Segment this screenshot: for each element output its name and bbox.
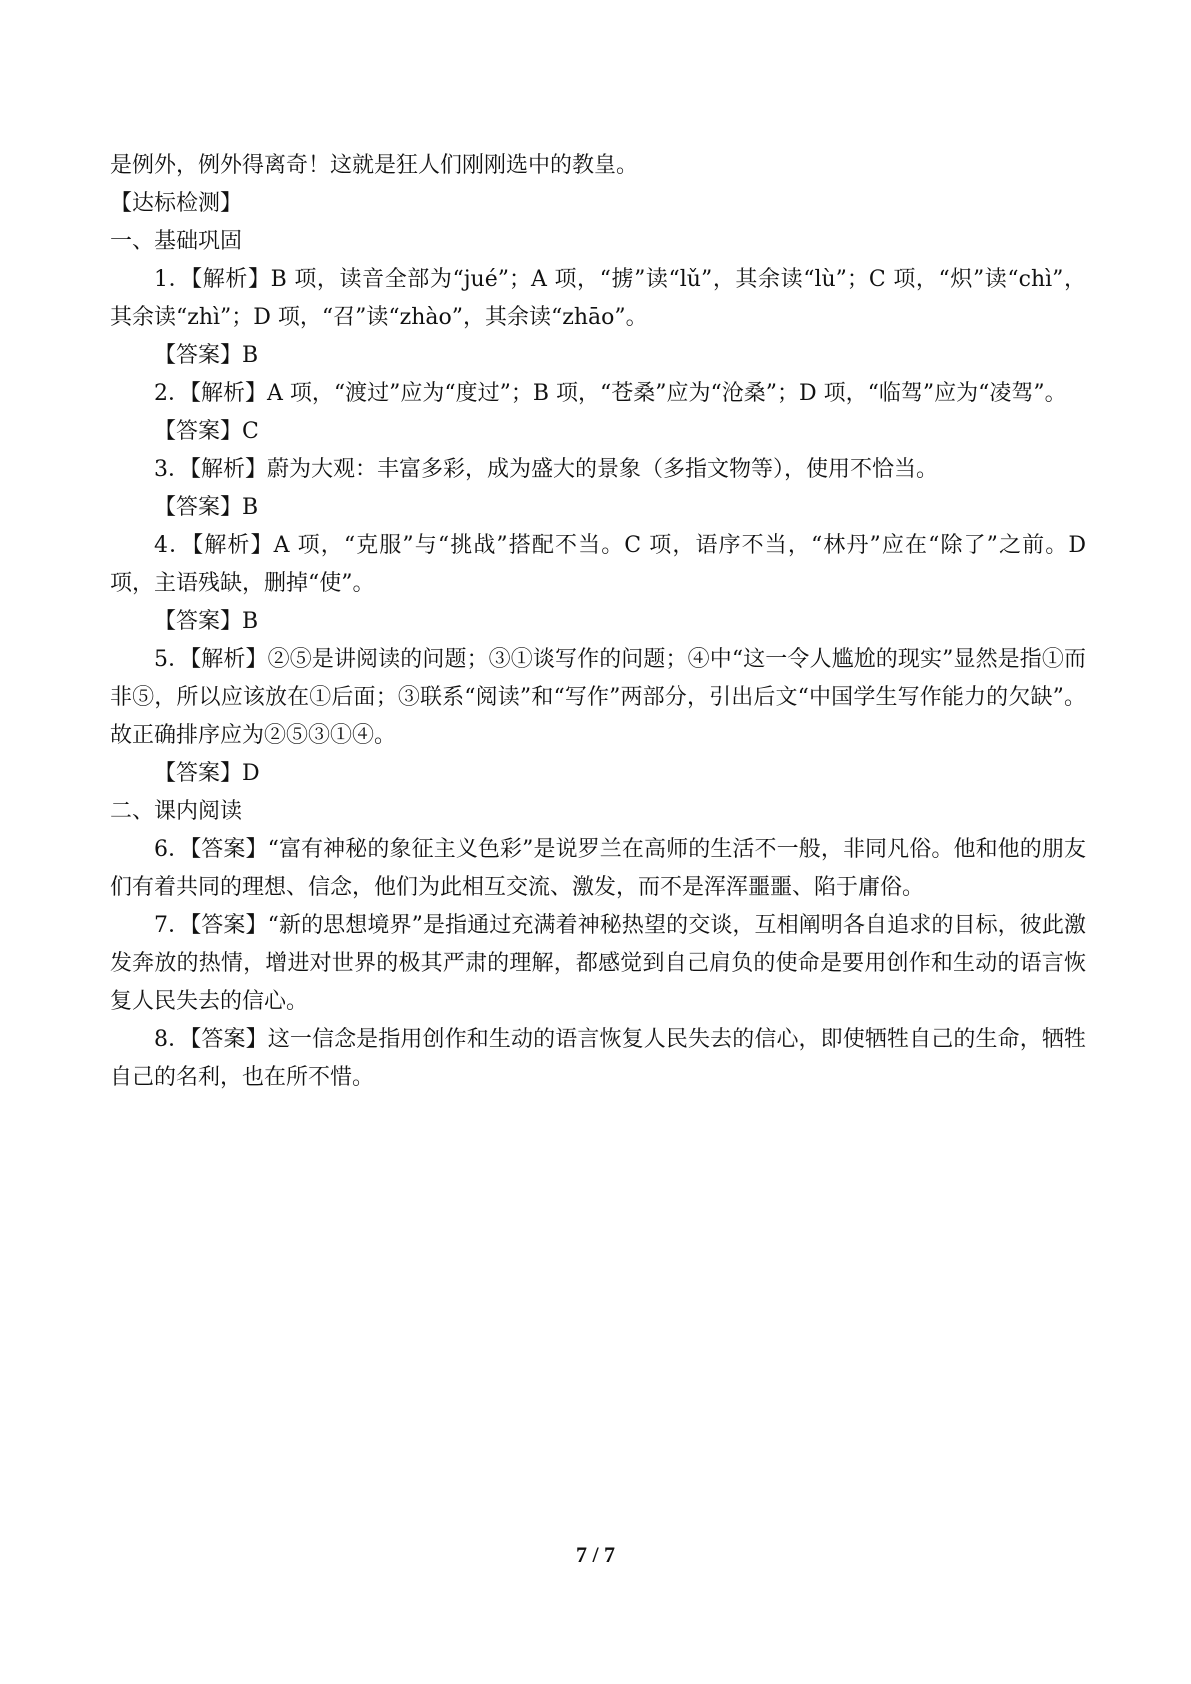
q6-answer: 6．【答案】“富有神秘的象征主义色彩”是说罗兰在高师的生活不一般，非同凡俗。他和他的朋友们有着共同的理想、信念，他们为此相互交流、激发，而不是浑浑噩噩、陷于庸俗。: [110, 837, 1086, 900]
q5-answer: 【答案】D: [154, 761, 260, 786]
q8-answer: 8．【答案】这一信念是指用创作和生动的语言恢复人民失去的信心，即使牺牲自己的生命，牺牲自己的名利，也在所不惜。: [110, 1027, 1086, 1090]
page-number: 7 / 7: [575, 1542, 616, 1567]
intro-continuation: 是例外，例外得离奇！这就是狂人们刚刚选中的教皇。: [110, 153, 639, 178]
part1-heading: 一、基础巩固: [110, 229, 243, 254]
q2-answer: 【答案】C: [154, 419, 259, 444]
q4-analysis: 4．【解析】A 项，“克服”与“挑战”搭配不当。C 项，语序不当，“林丹”应在“除了”之前。D 项，主语残缺，删掉“使”。: [110, 533, 1086, 596]
q5-analysis: 5．【解析】②⑤是讲阅读的问题；③①谈写作的问题；④中“这一令人尴尬的现实”显然是指①而非⑤，所以应该放在①后面；③联系“阅读”和“写作”两部分，引出后文“中国学生写作能力的欠缺”。故正确排序应为②⑤③①④。: [110, 647, 1086, 748]
section-title: 【达标检测】: [110, 191, 243, 216]
q7-answer: 7．【答案】“新的思想境界”是指通过充满着神秘热望的交谈，互相阐明各自追求的目标，彼此激发奔放的热情，增进对世界的极其严肃的理解，都感觉到自己肩负的使命是要用创作和生动的语言恢复人民失去的信心。: [110, 913, 1086, 1014]
q1-answer: 【答案】B: [154, 343, 259, 368]
q3-analysis: 3．【解析】蔚为大观：丰富多彩，成为盛大的景象（多指文物等），使用不恰当。: [154, 457, 938, 482]
q4-answer: 【答案】B: [154, 609, 259, 634]
q1-analysis: 1．【解析】B 项，读音全部为“jué”；A 项，“掳”读“lǔ”，其余读“lù”；C 项，“炽”读“chì”，其余读“zhì”；D 项，“召”读“zhào”，其余读“zhāo”。: [110, 267, 1086, 330]
q2-analysis: 2．【解析】A 项，“渡过”应为“度过”；B 项，“苍桑”应为“沧桑”；D 项，“临驾”应为“凌驾”。: [154, 381, 1067, 406]
document-body: [110, 147, 1086, 1097]
q3-answer: 【答案】B: [154, 495, 259, 520]
part2-heading: 二、课内阅读: [110, 799, 243, 824]
